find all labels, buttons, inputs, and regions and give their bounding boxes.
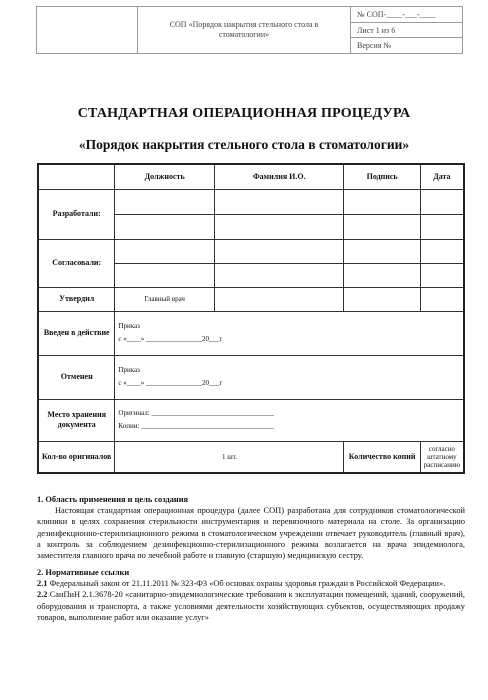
table-row-developed-1 [38, 189, 464, 214]
copies-count-label: Количество копий [344, 441, 420, 473]
agreed-signature-2[interactable] [344, 263, 420, 287]
cancelled-order-date[interactable]: с «____» ________________20___г [118, 379, 223, 387]
approved-label: Утвердил [38, 287, 115, 311]
section-2-1 [37, 578, 465, 589]
table-header-row [38, 164, 464, 189]
agreed-label: Согласовали: [38, 239, 115, 287]
section-1-text: Настоящая стандартная операционная процедура (далее СОП) разработана для сотрудников стоматологической клиники в целях сохранения стерильности инструментария и перевязочного материала на столе. За организацию дезинфекционно-стерилизационного режима в стоматологическом учреждении отвечает руководитель (главный врач), а контроль за соблюдением дезинфекционно-стерилизационного режима возлагается на врача эпидемиолога, заместителя главного врача по лечебной работе и главную (старшую) медицинскую сестру. [37, 506, 465, 560]
agreed-position-2[interactable] [115, 263, 215, 287]
introduced-order-date[interactable]: с «____» ________________20___г [118, 335, 223, 343]
section-2-1-text: Федеральный закон от 21.11.2011 № 323-ФЗ «Об основах охраны здоровья граждан в Российской Федерации». [49, 579, 446, 589]
storage-details [115, 399, 464, 441]
agreed-position-1[interactable] [115, 239, 215, 263]
introduced-order [115, 311, 464, 355]
cancelled-label: Отменен [38, 355, 115, 399]
header-title: СОП «Порядок накрытия стельного стола в стоматологии» [138, 7, 351, 53]
introduced-label: Введен в действие [38, 311, 115, 355]
table-row-introduced [38, 311, 464, 355]
header-logo-area [37, 7, 138, 53]
document-subtitle: «Порядок накрытия стельного стола в стоматологии» [78, 137, 410, 152]
copies-count-value: согласно штатному расписанию [420, 441, 464, 473]
header-empty-cell [38, 164, 115, 189]
originals-count-value: 1 шт. [115, 441, 344, 473]
col-signature-header: Подпись [344, 164, 420, 189]
developed-date-2[interactable] [420, 214, 464, 239]
col-position-header: Должность [115, 164, 215, 189]
document-header [36, 6, 463, 54]
agreed-name-1[interactable] [214, 239, 344, 263]
developed-date-1[interactable] [420, 189, 464, 214]
table-row-approved [38, 287, 464, 311]
introduced-order-label: Приказ [118, 321, 140, 330]
storage-label: Место хранения документа [38, 399, 115, 441]
table-row-agreed-1 [38, 239, 464, 263]
section-2-2-text: СанПиН 2.1.3678-20 «санитарно-эпидемиологические требования к эксплуатации помещений, зданий, сооружений, оборудования и транспорта, а также условиями деятельности хозяйствующих субъектов, осуществляющих продажу товаров, выполнение работ или оказание услуг» [37, 590, 465, 622]
section-2-1-number: 2.1 [37, 579, 48, 589]
approved-position: Главный врач [115, 287, 215, 311]
storage-original[interactable]: Оригинал: ___________________________________ [118, 408, 274, 417]
developed-position-1[interactable] [115, 189, 215, 214]
approval-table [37, 163, 465, 474]
cancelled-order-label: Приказ [118, 365, 140, 374]
table-row-storage [38, 399, 464, 441]
originals-count-label: Кол-во оригиналов [38, 441, 115, 473]
cancelled-order [115, 355, 464, 399]
document-body [37, 494, 465, 623]
table-row-cancelled [38, 355, 464, 399]
header-sheet: Лист 1 из 6 [351, 23, 462, 39]
document-title: СТАНДАРТНАЯ ОПЕРАЦИОННАЯ ПРОЦЕДУРА [77, 106, 411, 121]
developed-label: Разработали: [38, 189, 115, 239]
developed-name-2[interactable] [214, 214, 344, 239]
developed-name-1[interactable] [214, 189, 344, 214]
section-2-2 [37, 589, 465, 623]
agreed-date-1[interactable] [420, 239, 464, 263]
approved-date[interactable] [420, 287, 464, 311]
storage-copies[interactable]: Копии: ______________________________________ [118, 422, 275, 430]
agreed-signature-1[interactable] [344, 239, 420, 263]
agreed-name-2[interactable] [214, 263, 344, 287]
approved-signature[interactable] [344, 287, 420, 311]
col-name-header: Фамилия И.О. [214, 164, 344, 189]
col-date-header: Дата [420, 164, 464, 189]
developed-signature-2[interactable] [344, 214, 420, 239]
section-1-title: 1. Область применения и цель создания [37, 495, 189, 504]
agreed-date-2[interactable] [420, 263, 464, 287]
header-number: № СОП-____-___-____ [351, 7, 462, 23]
section-2-title: 2. Нормативные ссылки [37, 568, 130, 578]
approved-name[interactable] [214, 287, 344, 311]
header-version: Версия № [357, 41, 392, 51]
table-row-counts [38, 441, 464, 473]
developed-signature-1[interactable] [344, 189, 420, 214]
header-meta [351, 7, 462, 53]
developed-position-2[interactable] [115, 214, 215, 239]
section-2-2-number: 2.2 [37, 590, 48, 600]
